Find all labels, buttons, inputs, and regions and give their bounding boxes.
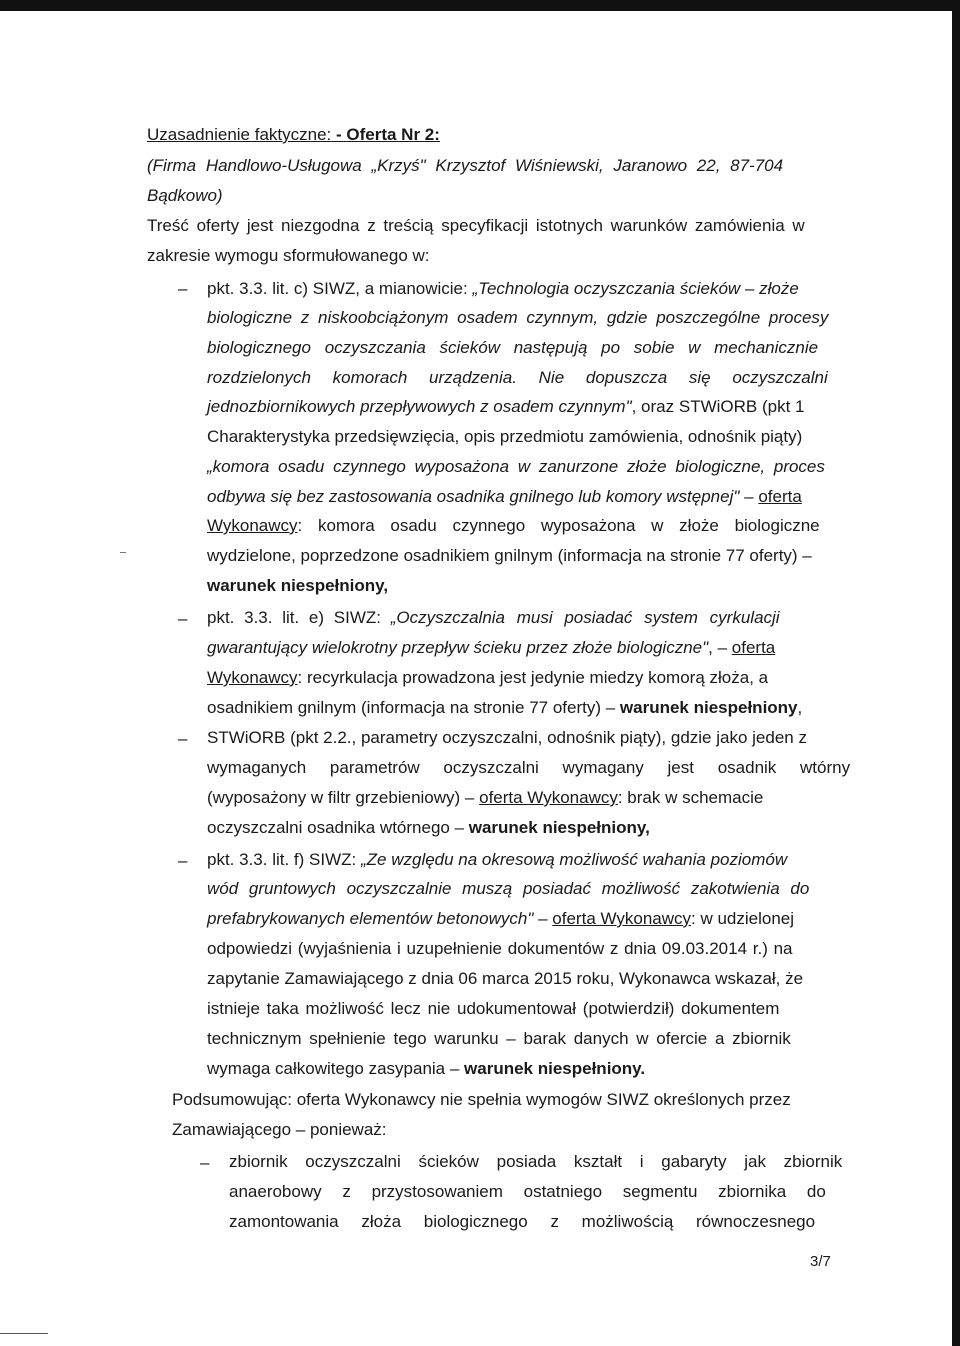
item3-text: STWiORB (pkt 2.2., parametry oczyszczalni, odnośnik piąty), gdzie jako jeden z [207, 728, 807, 747]
firm-line-1 [147, 155, 839, 177]
firm-line-2 [147, 185, 223, 207]
item4-line-1 [207, 849, 787, 871]
verdict-not-met: warunek niespełniony, [468, 818, 650, 837]
item2-text: , – [708, 638, 732, 657]
offer-reference: Wykonawcy [207, 668, 298, 687]
item3-line-2 [207, 757, 851, 779]
item4-line-8 [207, 1058, 645, 1080]
item3-line-3 [207, 787, 763, 809]
item1-text: Charakterystyka przedsięwzięcia, opis przedmiotu zamówienia, odnośnik piąty) [207, 427, 803, 446]
item3-line-4 [207, 817, 650, 839]
offer-reference: oferta [758, 487, 802, 506]
heading-label: Uzasadnienie faktyczne: [147, 125, 332, 144]
item2-text: osadnikiem gnilnym (informacja na stronie 77 oferty) – [207, 698, 620, 717]
scan-top-border [0, 0, 960, 11]
item5-text: anaerobowy z przystosowaniem ostatniego segmentu zbiornika do [229, 1182, 826, 1201]
item2-quote: „Oczyszczalnia musi posiadać system cyrkulacji [390, 608, 780, 627]
item1-text: , oraz STWiORB (pkt 1 [631, 397, 805, 416]
item4-text: – [533, 909, 553, 928]
item4-text: : w udzielonej [691, 909, 795, 928]
item4-quote: wód gruntowych oczyszczalnie muszą posiadać możliwość zakotwienia do [207, 879, 810, 898]
item3-text: (wyposażony w filtr grzebieniowy) – [207, 788, 480, 807]
item2-text: , [797, 698, 803, 717]
item4-text: wymaga całkowitego zasypania – [207, 1059, 465, 1078]
item4-line-4 [207, 938, 839, 960]
item1-text: : komora osadu czynnego wyposażona w złoże biologiczne [297, 516, 820, 535]
item3-line-1 [207, 727, 807, 749]
bullet-dash: – [200, 1153, 210, 1172]
item1-line-10 [207, 545, 812, 567]
item1-line-11 [207, 575, 388, 597]
scan-stray-mark [120, 552, 126, 553]
section-heading [147, 124, 440, 146]
item1-quote: „komora osadu czynnego wyposażona w zanurzone złoże biologiczne, proces [207, 457, 825, 476]
item2-line-3 [207, 667, 768, 689]
item1-text: – [739, 487, 759, 506]
summary-line-2 [172, 1119, 387, 1141]
offer-reference: Wykonawcy [207, 516, 298, 535]
intro-text-2: zakresie wymogu sformułowanego w: [147, 246, 430, 265]
item2-text: : recyrkulacja prowadzona jest jedynie miedzy komorą złoża, a [297, 668, 769, 687]
item1-line-3 [207, 337, 839, 359]
item4-text: pkt. 3.3. lit. f) SIWZ: [207, 850, 361, 869]
item4-line-5 [207, 968, 839, 990]
bullet-dash: – [178, 729, 188, 748]
item3-text: wymaganych parametrów oczyszczalni wymagany jest osadnik wtórny [207, 758, 851, 777]
bullet-dash: – [178, 851, 188, 870]
item1-text: pkt. 3.3. lit. c) SIWZ, a mianowicie: [207, 279, 473, 298]
item3-text: oczyszczalni osadnika wtórnego – [207, 818, 469, 837]
item1-line-8 [207, 486, 802, 508]
verdict-not-met: warunek niespełniony, [207, 576, 389, 595]
bullet-dash: – [178, 609, 188, 628]
item4-line-6 [207, 998, 839, 1020]
bullet-dash: – [178, 279, 188, 298]
item2-line-4 [207, 697, 802, 719]
item1-quote: jednozbiornikowych przepływowych z osadem czynnym" [207, 397, 632, 416]
item4-text: zapytanie Zamawiającego z dnia 06 marca 2015 roku, Wykonawca wskazał, że [207, 969, 804, 988]
item1-line-4 [207, 367, 839, 389]
offer-reference: oferta [731, 638, 776, 657]
item4-line-7 [207, 1028, 839, 1050]
item4-line-3 [207, 908, 794, 930]
item2-line-2 [207, 637, 775, 659]
item5-line-3 [229, 1211, 837, 1233]
item5-text: zbiornik oczyszczalni ścieków posiada kształt i gabaryty jak zbiornik [229, 1152, 843, 1171]
offer-reference: oferta Wykonawcy [479, 788, 618, 807]
summary-line-1 [172, 1089, 791, 1111]
item4-quote: „Ze względu na okresową możliwość wahania poziomów [360, 850, 788, 869]
heading-offer: Oferta Nr 2: [346, 125, 440, 144]
verdict-not-met: warunek niespełniony. [464, 1059, 646, 1078]
item2-quote: gwarantujący wielokrotny przepływ ścieku przez złoże biologiczne" [207, 638, 709, 657]
item4-text: istnieje taka możliwość lecz nie udokumentował (potwierdził) dokumentem [207, 999, 780, 1018]
firm-text-2: Bądkowo) [147, 186, 223, 205]
item1-line-1 [207, 278, 799, 300]
item1-line-2 [207, 307, 839, 329]
item1-quote: odbywa się bez zastosowania osadnika gnilnego lub komory wstępnej" [207, 487, 740, 506]
item2-text: pkt. 3.3. lit. e) SIWZ: [207, 608, 391, 627]
item4-line-2 [207, 878, 839, 900]
item5-line-1 [229, 1151, 843, 1173]
heading-separator: - [331, 125, 347, 144]
offer-reference: oferta Wykonawcy [552, 909, 692, 928]
page-number: 3/7 [810, 1253, 831, 1270]
summary-text: Zamawiającego – ponieważ: [172, 1120, 387, 1139]
item1-text: wydzielone, poprzedzone osadnikiem gnilnym (informacja na stronie 77 oferty) – [207, 546, 812, 565]
item5-line-2 [229, 1181, 837, 1203]
firm-text-1: (Firma Handlowo-Usługowa „Krzyś" Krzysztof Wiśniewski, Jaranowo 22, 87-704 [147, 156, 784, 175]
verdict-not-met: warunek niespełniony [619, 698, 798, 717]
summary-text: Podsumowując: oferta Wykonawcy nie spełnia wymogów SIWZ określonych przez [172, 1090, 791, 1109]
item2-line-1 [207, 607, 780, 629]
item1-text: biologiczne z niskoobciążonym osadem czynnym, gdzie poszczególne procesy [207, 308, 829, 327]
item4-text: technicznym spełnienie tego warunku – barak danych w ofercie a zbiornik [207, 1029, 791, 1048]
item5-text: zamontowania złoża biologicznego z możliwością równoczesnego [229, 1212, 816, 1231]
item1-line-6 [207, 426, 802, 448]
item1-line-5 [207, 396, 804, 418]
scan-bottom-mark [0, 1333, 48, 1334]
item3-text: : brak w schemacie [617, 788, 764, 807]
item1-line-9 [207, 515, 820, 537]
item1-text: rozdzielonych komorach urządzenia. Nie dopuszcza się oczyszczalni [207, 368, 828, 387]
scan-right-border [952, 0, 960, 1346]
intro-text-1: Treść oferty jest niezgodna z treścią specyfikacji istotnych warunków zamówienia w [147, 216, 805, 235]
item1-line-7 [207, 456, 839, 478]
item1-text: biologicznego oczyszczania ścieków następują po sobie w mechanicznie [207, 338, 819, 357]
item4-text: odpowiedzi (wyjaśnienia i uzupełnienie dokumentów z dnia 09.03.2014 r.) na [207, 939, 793, 958]
item1-quote: „Technologia oczyszczania ścieków – złoże [472, 279, 799, 298]
item4-quote: prefabrykowanych elementów betonowych" [207, 909, 534, 928]
intro-line-1 [147, 215, 805, 237]
intro-line-2 [147, 245, 430, 267]
